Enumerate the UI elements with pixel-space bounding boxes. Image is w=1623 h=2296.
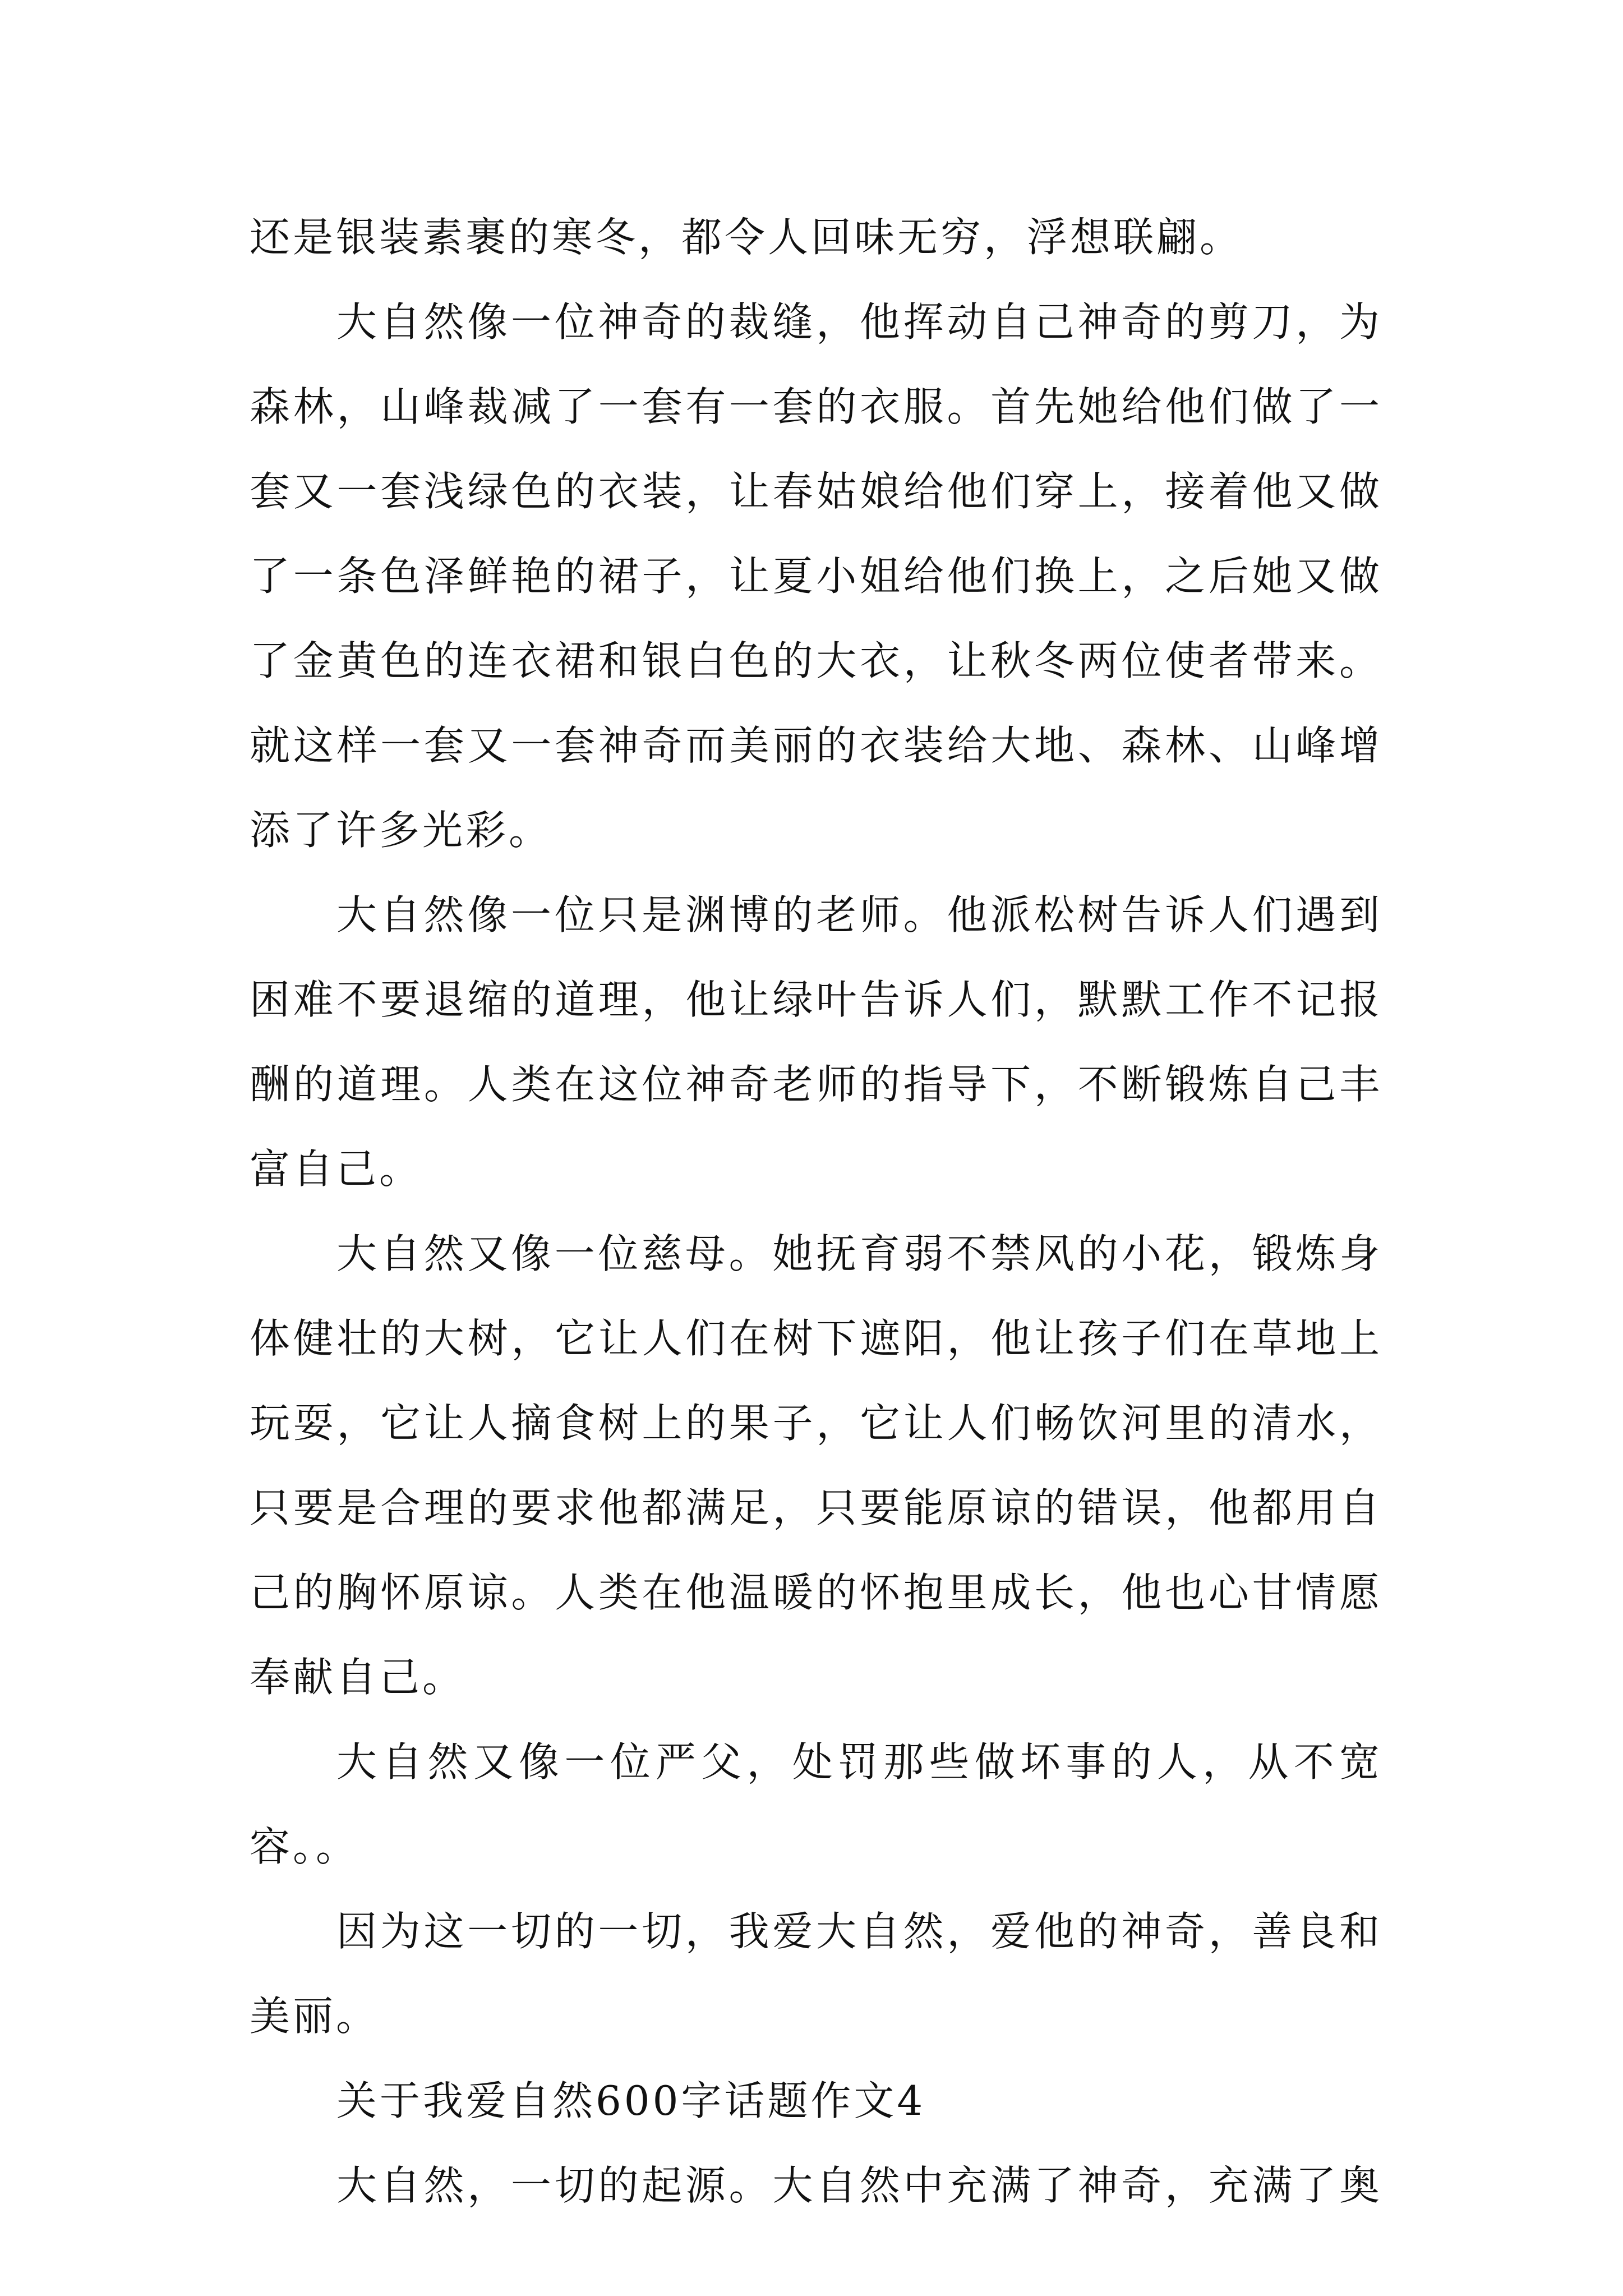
paragraph-5-line-2: 容。。	[250, 1823, 359, 1870]
paragraph-2-line-4: 了一条色泽鲜艳的裙子，让夏小姐给他们换上，之后她又做	[250, 553, 1382, 600]
paragraph-4-line-5: 己的胸怀原谅。人类在他温暖的怀抱里成长，他也心甘情愿	[250, 1569, 1382, 1616]
paragraph-2-line-5: 了金黄色的连衣裙和银白色的大衣，让秋冬两位使者带来。	[250, 637, 1382, 684]
paragraph-4-line-2: 体健壮的大树，它让人们在树下遮阳，他让孩子们在草地上	[250, 1315, 1382, 1362]
section-heading: 关于我爱自然600字话题作文4	[336, 2077, 926, 2124]
paragraph-2-line-6: 就这样一套又一套神奇而美丽的衣装给大地、森林、山峰增	[250, 722, 1382, 769]
paragraph-6-line-2: 美丽。	[250, 1993, 380, 2040]
paragraph-4-line-4: 只要是合理的要求他都满足，只要能原谅的错误，他都用自	[250, 1484, 1382, 1531]
paragraph-3-line-2: 困难不要退缩的道理，他让绿叶告诉人们，默默工作不记报	[250, 976, 1382, 1023]
paragraph-3-line-1: 大自然像一位只是渊博的老师。他派松树告诉人们遇到	[336, 891, 1382, 938]
paragraph-3-line-4: 富自己。	[250, 1145, 423, 1193]
paragraph-3-line-3: 酬的道理。人类在这位神奇老师的指导下，不断锻炼自己丰	[250, 1061, 1382, 1108]
paragraph-2-line-2: 森林，山峰裁减了一套有一套的衣服。首先她给他们做了一	[250, 383, 1382, 430]
paragraph-6-line-1: 因为这一切的一切，我爱大自然，爱他的神奇，善良和	[336, 1908, 1382, 1955]
paragraph-2-line-1: 大自然像一位神奇的裁缝，他挥动自己神奇的剪刀，为	[336, 298, 1382, 346]
paragraph-5-line-1: 大自然又像一位严父，处罚那些做坏事的人，从不宽	[336, 1738, 1382, 1786]
text-line-1: 还是银装素裹的寒冬，都令人回味无穷，浮想联翩。	[250, 214, 1243, 261]
paragraph-4-line-3: 玩耍，它让人摘食树上的果子，它让人们畅饮河里的清水，	[250, 1400, 1382, 1447]
paragraph-2-line-3: 套又一套浅绿色的衣装，让春姑娘给他们穿上，接着他又做	[250, 468, 1382, 515]
paragraph-4-line-1: 大自然又像一位慈母。她抚育弱不禁风的小花，锻炼身	[336, 1230, 1382, 1277]
paragraph-4-line-6: 奉献自己。	[250, 1654, 466, 1701]
paragraph-7-line-1: 大自然，一切的起源。大自然中充满了神奇，充满了奥	[336, 2162, 1382, 2209]
paragraph-2-line-7: 添了许多光彩。	[250, 807, 552, 854]
